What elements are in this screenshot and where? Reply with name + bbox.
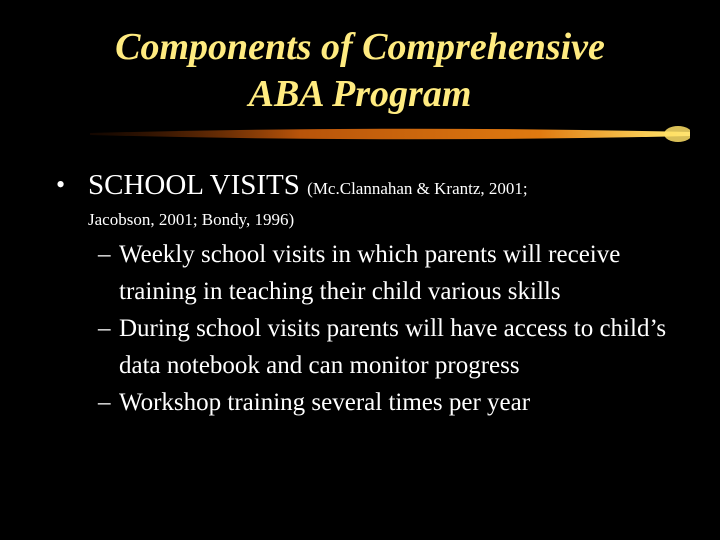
sub-bullet-dash: – [98, 241, 111, 268]
bullet-school-visits [56, 168, 696, 232]
sub-bullet-text: Weekly school visits in which parents will receive training in teaching their child various skills [119, 241, 621, 305]
sub-bullet-dash: – [98, 389, 111, 416]
bullet-dot: • [56, 170, 66, 199]
sub-bullet-list [98, 236, 698, 421]
title-line-2: ABA Program [248, 73, 472, 115]
bullet-citation-part1: (Mc.Clannahan & Krantz, 2001; [307, 179, 528, 198]
sub-bullet-text: Workshop training several times per year [119, 389, 531, 416]
sub-bullet-item [98, 384, 698, 421]
sub-bullet-item [98, 236, 698, 310]
slide-title [0, 24, 720, 118]
bullet-heading: SCHOOL VISITS [88, 169, 300, 201]
title-line-1: Components of Comprehensive [115, 26, 605, 68]
sub-bullet-item [98, 310, 698, 384]
sub-bullet-text: During school visits parents will have access to child’s data notebook and can monitor progress [119, 315, 667, 379]
title-divider-swoosh [90, 124, 690, 144]
sub-bullet-dash: – [98, 315, 111, 342]
bullet-citation-part2: Jacobson, 2001; Bondy, 1996) [88, 210, 295, 229]
